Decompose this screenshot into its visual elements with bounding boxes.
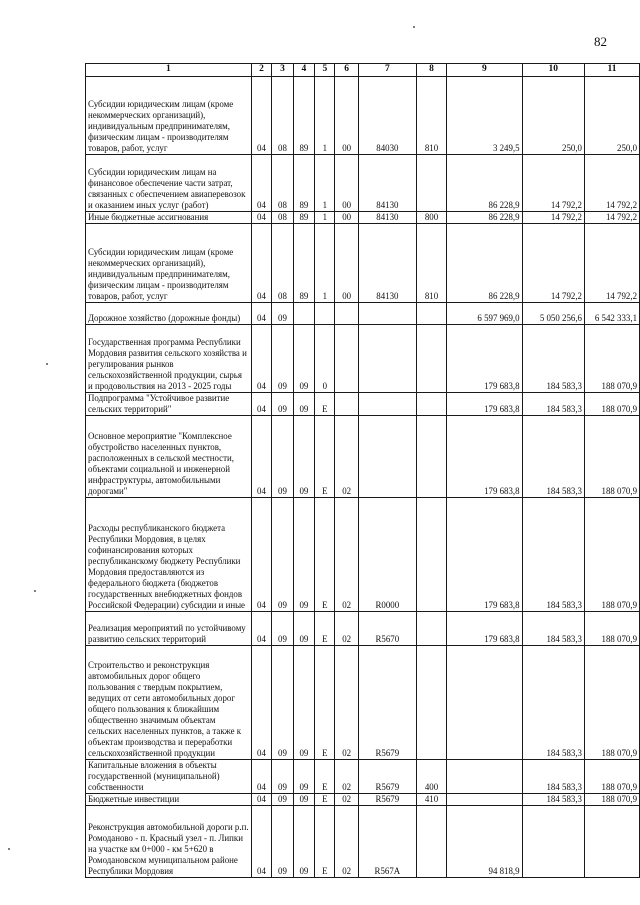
subsection-code: 08 (272, 155, 293, 212)
row-name: Бюджетные инвестиции (86, 793, 252, 805)
table-row (86, 805, 640, 877)
section-code: 04 (251, 645, 272, 759)
subsection-code: 08 (272, 77, 293, 155)
row-name: Основное мероприятие "Комплексное обустройство населенных пунктов, расположенных в сельской местности, объектами социальной и инженерной инфраструктуры, автомобильными дорогами" (86, 415, 252, 497)
amount-col-11: 188 070,9 (584, 793, 639, 805)
subprogram-code (315, 302, 335, 324)
amount-col-9: 179 683,8 (447, 611, 523, 645)
subsection-code: 09 (272, 392, 293, 415)
expense-type-code (416, 392, 446, 415)
amount-col-9: 179 683,8 (447, 324, 523, 392)
row-name: Субсидии юридическим лицам (кроме некоммерческих организаций), индивидуальным предпринимателям, физическим лицам - производителям товаров, работ, услуг (86, 223, 252, 302)
program-code: 09 (293, 793, 314, 805)
amount-col-11: 14 792,2 (584, 223, 639, 302)
expense-type-code (416, 611, 446, 645)
subsection-code: 09 (272, 611, 293, 645)
table-row (86, 77, 640, 155)
row-name: Иные бюджетные ассигнования (86, 212, 252, 224)
expense-code: 84130 (358, 155, 416, 212)
column-header: 9 (447, 64, 523, 77)
amount-col-9: 3 249,5 (447, 77, 523, 155)
section-code: 04 (251, 392, 272, 415)
column-header: 3 (272, 64, 293, 77)
amount-col-9 (447, 793, 523, 805)
amount-col-9: 86 228,9 (447, 155, 523, 212)
amount-col-10: 184 583,3 (522, 793, 584, 805)
subprogram-code: Е (315, 392, 335, 415)
activity-code: 00 (335, 223, 358, 302)
program-code: 09 (293, 759, 314, 793)
amount-col-10: 184 583,3 (522, 759, 584, 793)
amount-col-11: 6 542 333,1 (584, 302, 639, 324)
row-name: Дорожное хозяйство (дорожные фонды) (86, 302, 252, 324)
amount-col-11: 14 792,2 (584, 212, 639, 224)
amount-col-10: 5 050 256,6 (522, 302, 584, 324)
expense-code (358, 392, 416, 415)
subsection-code: 09 (272, 302, 293, 324)
expense-type-code: 810 (416, 77, 446, 155)
row-name: Субсидии юридическим лицам на финансовое обеспечение части затрат, связанных с обеспечением авиаперевозок и оказанием иных услуг (работ) (86, 155, 252, 212)
expense-code: R5670 (358, 611, 416, 645)
row-name: Подпрограмма "Устойчивое развитие сельских территорий" (86, 392, 252, 415)
column-header: 5 (315, 64, 335, 77)
activity-code: 02 (335, 759, 358, 793)
subsection-code: 09 (272, 805, 293, 877)
section-code: 04 (251, 793, 272, 805)
amount-col-11: 188 070,9 (584, 415, 639, 497)
activity-code: 02 (335, 611, 358, 645)
amount-col-10: 14 792,2 (522, 223, 584, 302)
expense-code: 84130 (358, 223, 416, 302)
amount-col-11: 14 792,2 (584, 155, 639, 212)
page-number: 82 (594, 34, 607, 49)
amount-col-11: 188 070,9 (584, 645, 639, 759)
section-code: 04 (251, 324, 272, 392)
expense-type-code (416, 645, 446, 759)
amount-col-9: 86 228,9 (447, 223, 523, 302)
amount-col-10 (522, 805, 584, 877)
amount-col-10: 14 792,2 (522, 155, 584, 212)
amount-col-11: 250,0 (584, 77, 639, 155)
table-row (86, 302, 640, 324)
table-row (86, 611, 640, 645)
column-header: 1 (86, 64, 252, 77)
subprogram-code: Е (315, 415, 335, 497)
section-code: 04 (251, 223, 272, 302)
amount-col-9: 94 818,9 (447, 805, 523, 877)
table-row (86, 793, 640, 805)
subprogram-code: Е (315, 759, 335, 793)
activity-code (335, 302, 358, 324)
program-code: 09 (293, 805, 314, 877)
amount-col-10: 184 583,3 (522, 392, 584, 415)
expense-code: 84030 (358, 77, 416, 155)
amount-col-9: 86 228,9 (447, 212, 523, 224)
subsection-code: 08 (272, 212, 293, 224)
section-code: 04 (251, 611, 272, 645)
subprogram-code: Е (315, 793, 335, 805)
program-code: 89 (293, 212, 314, 224)
amount-col-10: 184 583,3 (522, 415, 584, 497)
amount-col-9: 179 683,8 (447, 497, 523, 611)
budget-table (85, 63, 640, 878)
section-code: 04 (251, 805, 272, 877)
expense-type-code: 410 (416, 793, 446, 805)
table-row (86, 324, 640, 392)
expense-type-code (416, 805, 446, 877)
table-row (86, 759, 640, 793)
table-row (86, 212, 640, 224)
subprogram-code: Е (315, 805, 335, 877)
program-code: 09 (293, 645, 314, 759)
program-code: 89 (293, 77, 314, 155)
column-header: 4 (293, 64, 314, 77)
subsection-code: 09 (272, 497, 293, 611)
row-name: Капитальные вложения в объекты государственной (муниципальной) собственности (86, 759, 252, 793)
program-code: 09 (293, 497, 314, 611)
amount-col-10: 14 792,2 (522, 212, 584, 224)
section-code: 04 (251, 497, 272, 611)
row-name: Расходы республиканского бюджета Республики Мордовия, в целях софинансирования которых республиканскому бюджету Республики Мордовия предоставляются из федерального бюджета (бюджетов государственных внебюджетных фондов Российской Федерации) субсидии и иные (86, 497, 252, 611)
section-code: 04 (251, 77, 272, 155)
expense-type-code (416, 302, 446, 324)
expense-code (358, 302, 416, 324)
column-header: 2 (251, 64, 272, 77)
activity-code: 02 (335, 793, 358, 805)
amount-col-10: 184 583,3 (522, 324, 584, 392)
program-code: 89 (293, 223, 314, 302)
column-header: 8 (416, 64, 446, 77)
expense-code: R0000 (358, 497, 416, 611)
scan-speck (34, 590, 36, 592)
expense-type-code: 400 (416, 759, 446, 793)
table-row (86, 155, 640, 212)
row-name: Реконструкция автомобильной дороги р.п. Ромоданово - п. Красный узел - п. Липки на участке км 0+000 - км 5+620 в Ромодановском муниципальном районе Республики Мордовия (86, 805, 252, 877)
scan-speck (8, 848, 10, 850)
expense-code (358, 415, 416, 497)
expense-code: R5679 (358, 793, 416, 805)
table-row (86, 223, 640, 302)
expense-type-code: 800 (416, 212, 446, 224)
amount-col-11: 188 070,9 (584, 759, 639, 793)
program-code: 09 (293, 415, 314, 497)
program-code: 09 (293, 324, 314, 392)
row-name: Строительство и реконструкция автомобильных дорог общего пользования с твердым покрытием, ведущих от сети автомобильных дорог общего пользования к ближайшим общественно значимым объектам сельских населенных пунктов, а также к объектам производства и переработки сельскохозяйственной продукции (86, 645, 252, 759)
activity-code: 02 (335, 645, 358, 759)
table-row (86, 392, 640, 415)
subsection-code: 09 (272, 645, 293, 759)
subprogram-code: Е (315, 497, 335, 611)
amount-col-9 (447, 645, 523, 759)
table-header-row (86, 64, 640, 77)
amount-col-9: 6 597 969,0 (447, 302, 523, 324)
subsection-code: 09 (272, 759, 293, 793)
expense-code (358, 324, 416, 392)
column-header: 10 (522, 64, 584, 77)
row-name: Государственная программа Республики Мордовия развития сельского хозяйства и регулирования рынков сельскохозяйственной продукции, сырья и продовольствия на 2013 - 2025 годы (86, 324, 252, 392)
column-header: 6 (335, 64, 358, 77)
table-row (86, 415, 640, 497)
amount-col-9: 179 683,8 (447, 392, 523, 415)
expense-type-code: 810 (416, 223, 446, 302)
expense-type-code (416, 497, 446, 611)
section-code: 04 (251, 415, 272, 497)
expense-code: 84130 (358, 212, 416, 224)
scan-speck (46, 363, 48, 365)
activity-code: 00 (335, 77, 358, 155)
subprogram-code: 1 (315, 212, 335, 224)
column-header: 7 (358, 64, 416, 77)
subsection-code: 09 (272, 415, 293, 497)
subprogram-code: 1 (315, 77, 335, 155)
program-code: 09 (293, 392, 314, 415)
section-code: 04 (251, 759, 272, 793)
subprogram-code: 1 (315, 223, 335, 302)
amount-col-10: 184 583,3 (522, 611, 584, 645)
subsection-code: 09 (272, 793, 293, 805)
subprogram-code: Е (315, 645, 335, 759)
activity-code: 00 (335, 155, 358, 212)
column-header: 11 (584, 64, 639, 77)
subprogram-code: Е (315, 611, 335, 645)
activity-code (335, 392, 358, 415)
expense-code: R5679 (358, 645, 416, 759)
activity-code: 00 (335, 212, 358, 224)
subprogram-code: 1 (315, 155, 335, 212)
row-name: Реализация мероприятий по устойчивому развитию сельских территорий (86, 611, 252, 645)
scan-speck (413, 26, 415, 28)
program-code: 09 (293, 611, 314, 645)
section-code: 04 (251, 212, 272, 224)
activity-code: 02 (335, 805, 358, 877)
expense-code: R567A (358, 805, 416, 877)
amount-col-10: 184 583,3 (522, 645, 584, 759)
activity-code (335, 324, 358, 392)
amount-col-11 (584, 805, 639, 877)
amount-col-11: 188 070,9 (584, 392, 639, 415)
section-code: 04 (251, 302, 272, 324)
program-code (293, 302, 314, 324)
expense-type-code (416, 324, 446, 392)
amount-col-11: 188 070,9 (584, 497, 639, 611)
table-row (86, 645, 640, 759)
program-code: 89 (293, 155, 314, 212)
subprogram-code: 0 (315, 324, 335, 392)
subsection-code: 08 (272, 223, 293, 302)
activity-code: 02 (335, 415, 358, 497)
amount-col-9 (447, 759, 523, 793)
row-name: Субсидии юридическим лицам (кроме некоммерческих организаций), индивидуальным предпринимателям, физическим лицам - производителям товаров, работ, услуг (86, 77, 252, 155)
amount-col-9: 179 683,8 (447, 415, 523, 497)
section-code: 04 (251, 155, 272, 212)
table-row (86, 497, 640, 611)
activity-code: 02 (335, 497, 358, 611)
expense-code: R5679 (358, 759, 416, 793)
expense-type-code (416, 155, 446, 212)
amount-col-10: 184 583,3 (522, 497, 584, 611)
amount-col-10: 250,0 (522, 77, 584, 155)
subsection-code: 09 (272, 324, 293, 392)
expense-type-code (416, 415, 446, 497)
amount-col-11: 188 070,9 (584, 324, 639, 392)
amount-col-11: 188 070,9 (584, 611, 639, 645)
